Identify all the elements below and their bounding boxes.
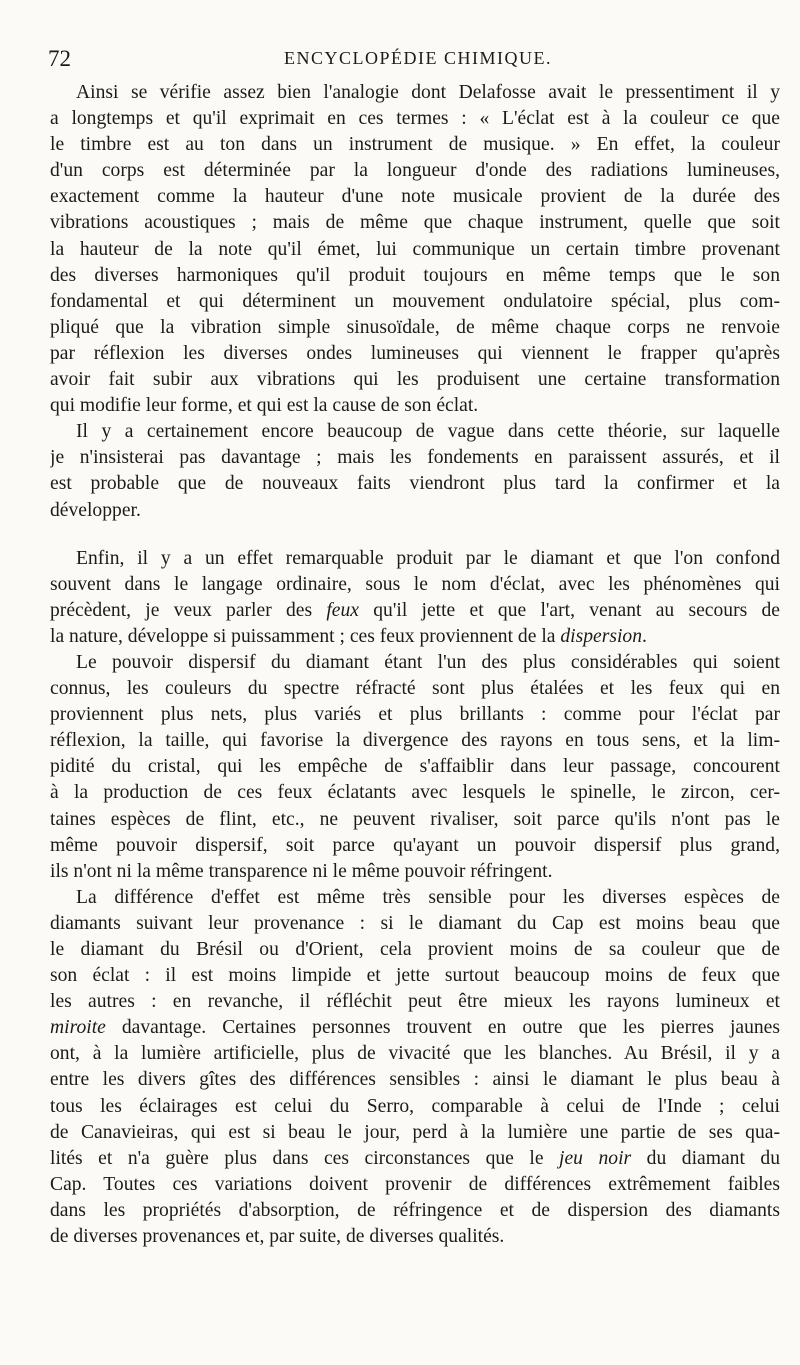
text-line: vibrations acoustiques ; mais de même que chaque instrument, quelle que soit xyxy=(50,212,780,234)
text-line: le diamant du Brésil ou d'Orient, cela provient moins de sa couleur que de xyxy=(50,939,780,960)
text-line: d'un corps est déterminée par la longueur d'onde des radiations lumineuses, xyxy=(50,160,780,182)
text-line: par réflexion les diverses ondes lumineuses qui viennent le frapper qu'après xyxy=(50,342,780,364)
text-line: la nature, développe si puissamment ; ces feux proviennent de la dispersion. xyxy=(50,625,647,647)
text-line: dans les propriétés d'absorption, de réfringence et de dispersion des diamants xyxy=(50,1199,780,1221)
text-line: diamants suivant leur provenance : si le diamant du Cap est moins beau que xyxy=(50,912,780,934)
text-line: taines espèces de flint, etc., ne peuvent rivaliser, soit parce qu'ils n'ont pas le xyxy=(50,808,780,830)
text-line: à la production de ces feux éclatants avec lesquels le spinelle, le zircon, cer- xyxy=(50,782,780,804)
text-line: précèdent, je veux parler des feux qu'il jette et que l'art, venant au secours de xyxy=(50,599,780,621)
page-header xyxy=(48,46,788,74)
text-line: de diverses provenances et, par suite, de diverses qualités. xyxy=(50,1226,505,1248)
text-line: ont, à la lumière artificielle, plus de vivacité que les blanches. Au Brésil, il y a xyxy=(50,1043,780,1065)
text-line: pidité du cristal, qui les empêche de s'affaiblir dans leur passage, concourent xyxy=(50,756,780,778)
text-line: tous les éclairages est celui du Serro, comparable à celui de l'Inde ; celui xyxy=(50,1095,780,1117)
text-line: même pouvoir dispersif, soit parce qu'ayant un pouvoir dispersif plus grand, xyxy=(50,834,780,856)
paragraph xyxy=(50,650,780,885)
paragraph xyxy=(50,885,780,1250)
italic-term: miroite xyxy=(50,1017,106,1039)
italic-term: jeu noir xyxy=(559,1147,632,1169)
paragraph xyxy=(50,419,780,523)
text-line: miroite davantage. Certaines personnes trouvent en outre que les pierres jaunes xyxy=(50,1017,780,1039)
text-line: Le pouvoir dispersif du diamant étant l'un des plus considérables qui soient xyxy=(76,651,780,673)
text-line: lités et n'a guère plus dans ces circonstances que le jeu noir du diamant du xyxy=(50,1147,780,1169)
running-title: ENCYCLOPÉDIE CHIMIQUE. xyxy=(284,48,552,68)
text-line: la hauteur de la note qu'il émet, lui communique un certain timbre provenant xyxy=(50,238,780,260)
text-line: les autres : en revanche, il réfléchit peut être mieux les rayons lumineux et xyxy=(50,991,780,1013)
text-line: proviennent plus nets, plus variés et plus brillants : comme pour l'éclat par xyxy=(50,704,780,726)
italic-term: dispersion xyxy=(560,625,643,647)
text-line: le timbre est au ton dans un instrument de musique. » En effet, la couleur xyxy=(50,134,780,156)
text-line: développer. xyxy=(50,499,141,521)
page-number: 72 xyxy=(48,46,71,71)
text-line: qui modifie leur forme, et qui est la cause de son éclat. xyxy=(50,395,479,417)
text-line: est probable que de nouveaux faits viendront plus tard la confirmer et la xyxy=(50,473,780,495)
text-line: Enfin, il y a un effet remarquable produit par le diamant et que l'on confond xyxy=(76,547,780,569)
text-line: Ainsi se vérifie assez bien l'analogie dont Delafosse avait le pressentiment il y xyxy=(76,82,780,103)
text-line: ils n'ont ni la même transparence ni le même pouvoir réfringent. xyxy=(50,860,553,882)
text-line: fondamental et qui déterminent un mouvement ondulatoire spécial, plus com- xyxy=(50,290,780,312)
text-body xyxy=(50,80,780,1250)
paragraph xyxy=(50,80,780,419)
text-line: connus, les couleurs du spectre réfracté sont plus étalées et les feux qui en xyxy=(50,678,780,700)
text-line: réflexion, la taille, qui favorise la divergence des rayons en tous sens, et la lim- xyxy=(50,730,780,752)
paragraph-gap xyxy=(50,524,780,546)
text-line: souvent dans le langage ordinaire, sous le nom d'éclat, avec les phénomènes qui xyxy=(50,573,780,595)
text-line: de Canavieiras, qui est si beau le jour, perd à la lumière une partie de ses qua- xyxy=(50,1121,780,1143)
italic-term: feux xyxy=(326,599,359,621)
text-line: son éclat : il est moins limpide et jette surtout beaucoup moins de feux que xyxy=(50,965,780,987)
text-line: Cap. Toutes ces variations doivent provenir de différences extrêmement faibles xyxy=(50,1173,780,1195)
text-line: avoir fait subir aux vibrations qui les produisent une certaine transformation xyxy=(50,369,780,391)
text-line: a longtemps et qu'il exprimait en ces termes : « L'éclat est à la couleur ce que xyxy=(50,108,780,130)
paragraph xyxy=(50,546,780,650)
text-line: pliqué que la vibration simple sinusoïdale, de même chaque corps ne renvoie xyxy=(50,316,780,338)
text-line: Il y a certainement encore beaucoup de vague dans cette théorie, sur laquelle xyxy=(76,421,780,443)
text-line: La différence d'effet est même très sensible pour les diverses espèces de xyxy=(76,886,780,908)
text-line: exactement comme la hauteur d'une note musicale provient de la durée des xyxy=(50,186,780,208)
text-line: des diverses harmoniques qu'il produit toujours en même temps que le son xyxy=(50,264,780,286)
text-line: entre les divers gîtes des différences sensibles : ainsi le diamant le plus beau à xyxy=(50,1069,780,1091)
text-line: je n'insisterai pas davantage ; mais les fondements en paraissent assurés, et il xyxy=(50,447,780,469)
